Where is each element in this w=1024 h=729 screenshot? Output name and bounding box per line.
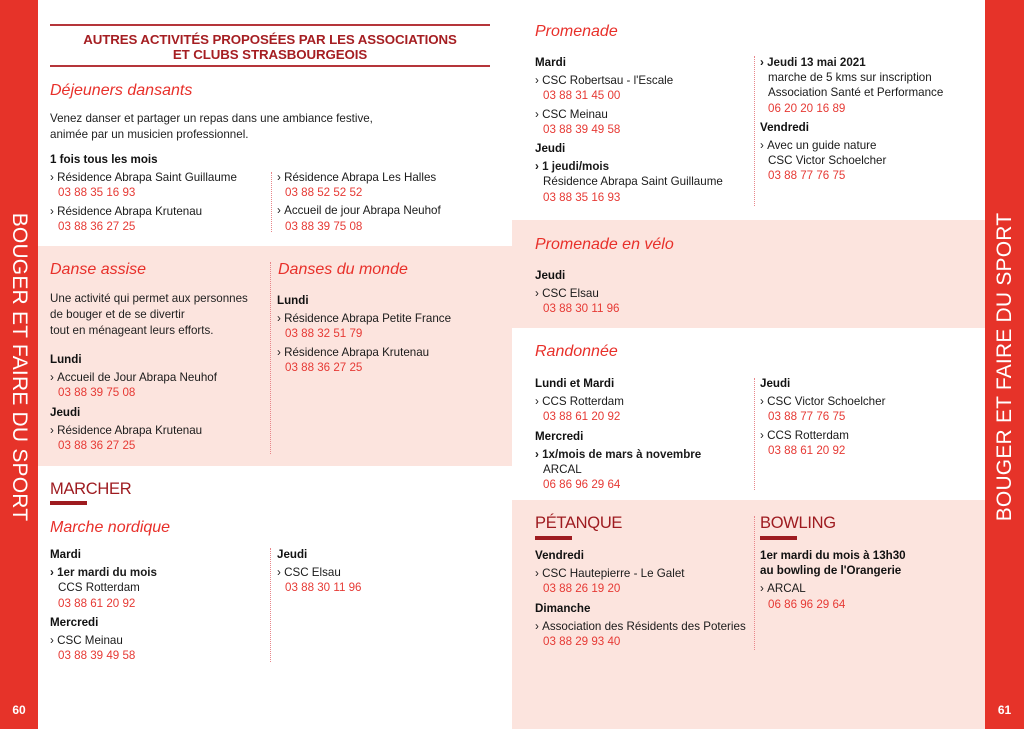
phone-number[interactable]: 06 86 96 29 64 (768, 597, 846, 611)
column-divider (754, 56, 755, 206)
list-item (50, 565, 270, 611)
bowling-schedule (760, 548, 980, 612)
venue-name: › Résidence Abrapa Petite France (277, 311, 497, 326)
banner-line-1: AUTRES ACTIVITÉS PROPOSÉES PAR LES ASSOCIATIONS (83, 32, 457, 47)
venue-name: › CCS Rotterdam (535, 394, 755, 409)
phone-number[interactable]: 03 88 26 19 20 (543, 582, 621, 596)
phone-number[interactable]: 03 88 35 16 93 (543, 190, 621, 204)
section-title-dejeuners: Déjeuners dansants (50, 82, 193, 99)
venue-name: › 1x/mois de mars à novembre (535, 447, 755, 462)
randonnee-col-1 (535, 376, 755, 492)
venue-name: › 1 jeudi/mois (535, 159, 755, 174)
venue-detail: ARCAL (543, 463, 582, 477)
category-underline (50, 501, 87, 505)
dejeuners-description (50, 111, 373, 143)
danse-assise-description (50, 291, 248, 338)
venue-name: › Résidence Abrapa Saint Guillaume (50, 170, 270, 185)
banner-title (50, 32, 490, 62)
desc-line: Une activité qui permet aux personnes (50, 292, 248, 305)
side-label: BOUGER ET FAIRE DU SPORT (992, 212, 1016, 522)
list-item (277, 345, 497, 375)
day-label: Vendredi (760, 120, 809, 134)
day-label: Mercredi (535, 429, 584, 443)
venue-name: › Jeudi 13 mai 2021 (760, 55, 980, 70)
day-label: Jeudi (50, 405, 81, 419)
desc-line: Venez danser et partager un repas dans une ambiance festive, (50, 112, 373, 125)
venue-name: › CSC Robertsau - l'Escale (535, 73, 755, 88)
section-title-promenade: Promenade (535, 23, 618, 40)
randonnee-col-2 (760, 376, 980, 458)
venue-detail: marche de 5 kms sur inscription (768, 71, 932, 85)
dejeuners-col-1 (50, 152, 270, 234)
list-item (535, 394, 755, 424)
venue-name: › ARCAL (760, 581, 980, 596)
venue-name: › Accueil de Jour Abrapa Neuhof (50, 370, 270, 385)
category-title-marcher: MARCHER (50, 480, 132, 498)
venue-name: › CSC Victor Schoelcher (760, 394, 980, 409)
phone-number[interactable]: 03 88 39 75 08 (285, 219, 363, 233)
promenade-col-2 (760, 55, 980, 184)
desc-line: de bouger et de se divertir (50, 307, 185, 321)
list-item (277, 565, 497, 595)
phone-number[interactable]: 03 88 36 27 25 (58, 219, 136, 233)
dejeuners-col-2 (277, 170, 497, 234)
list-item (760, 55, 980, 116)
list-item (535, 107, 755, 137)
venue-detail: CSC Victor Schoelcher (768, 154, 887, 168)
phone-number[interactable]: 03 88 35 16 93 (58, 186, 136, 200)
column-divider (271, 172, 272, 232)
column-divider (270, 262, 271, 454)
venue-name: › Avec un guide nature (760, 138, 980, 153)
page-number-right: 61 (997, 703, 1012, 717)
list-item (535, 447, 755, 493)
category-title-bowling: BOWLING (760, 514, 836, 532)
banner-line-2: ET CLUBS STRASBOURGEOIS (172, 47, 368, 62)
venue-name: › CSC Meinau (535, 107, 755, 122)
phone-number[interactable]: 03 88 61 20 92 (58, 596, 136, 610)
venue-name: › 1er mardi du mois (50, 565, 270, 580)
day-label: 1er mardi du mois à 13h30 (760, 549, 906, 562)
day-label: Mardi (535, 56, 566, 69)
column-divider (754, 516, 755, 650)
banner-rule-top (50, 24, 490, 26)
list-item (277, 203, 497, 233)
day-label: Lundi (277, 294, 309, 307)
day-label: Jeudi (277, 548, 308, 561)
section-title-randonnee: Randonnée (535, 343, 618, 360)
phone-number[interactable]: 03 88 77 76 75 (768, 410, 846, 424)
side-label: BOUGER ET FAIRE DU SPORT (8, 212, 31, 522)
danse-assise-schedule (50, 352, 270, 453)
day-label: Jeudi (535, 142, 566, 156)
venue-name: › CSC Hautepierre - Le Galet (535, 566, 755, 581)
list-item (277, 170, 497, 200)
day-label: Mardi (50, 548, 81, 561)
phone-number[interactable]: 03 88 29 93 40 (543, 635, 621, 649)
phone-number[interactable]: 03 88 39 75 08 (58, 386, 136, 400)
venue-name: › Résidence Abrapa Krutenau (50, 204, 270, 219)
phone-number[interactable]: 03 88 31 45 00 (543, 89, 621, 103)
list-item (277, 311, 497, 341)
day-label: Jeudi (535, 269, 566, 282)
list-item (50, 370, 270, 400)
venue-name: › Accueil de jour Abrapa Neuhof (277, 203, 497, 218)
marche-col-1 (50, 547, 270, 663)
day-label: Mercredi (50, 615, 99, 629)
phone-number[interactable]: 03 88 36 27 25 (58, 439, 136, 453)
section-title-danse-assise: Danse assise (50, 261, 147, 278)
phone-number[interactable]: 03 88 32 51 79 (285, 327, 363, 341)
day-label: Jeudi (760, 377, 791, 390)
category-title-petanque: PÉTANQUE (535, 514, 623, 532)
column-divider (754, 378, 755, 490)
velo-schedule (535, 268, 755, 317)
list-item (50, 633, 270, 663)
list-item (760, 138, 980, 184)
page-number-left: 60 (12, 703, 26, 717)
list-item (50, 423, 270, 453)
phone-number[interactable]: 03 88 52 52 52 (285, 186, 363, 200)
day-label: Dimanche (535, 601, 591, 615)
venue-name: › Résidence Abrapa Krutenau (277, 345, 497, 360)
phone-number[interactable]: 03 88 39 49 58 (543, 122, 621, 136)
list-item (760, 581, 980, 611)
phone-number[interactable]: 03 88 30 11 96 (285, 581, 362, 595)
desc-line: animée par un musicien professionnel. (50, 127, 249, 141)
petanque-schedule (535, 548, 755, 649)
phone-number[interactable]: 03 88 61 20 92 (543, 410, 621, 424)
desc-line: tout en ménageant leurs efforts. (50, 323, 214, 337)
danses-monde-schedule (277, 293, 497, 375)
list-item (50, 204, 270, 234)
venue-detail: CCS Rotterdam (58, 581, 140, 595)
venue-name: › Résidence Abrapa Krutenau (50, 423, 270, 438)
list-item (535, 619, 755, 649)
venue-name: › CSC Elsau (535, 286, 755, 301)
category-underline (535, 536, 572, 540)
phone-number[interactable]: 03 88 39 49 58 (58, 649, 136, 663)
list-item (535, 566, 755, 596)
phone-number[interactable]: 03 88 36 27 25 (285, 360, 363, 374)
day-label: Lundi et Mardi (535, 377, 615, 390)
list-item (535, 73, 755, 103)
right-side-bar (985, 0, 1024, 729)
banner-rule-bottom (50, 65, 490, 67)
list-item (535, 159, 755, 205)
venue-name: › CCS Rotterdam (760, 428, 980, 443)
section-title-marche-nordique: Marche nordique (50, 519, 171, 536)
category-underline (760, 536, 797, 540)
phone-number[interactable]: 06 20 20 16 89 (768, 101, 846, 115)
venue-name: › Association des Résidents des Poteries (535, 619, 755, 634)
day-label: 1 fois tous les mois (50, 153, 158, 166)
venue-name: › Résidence Abrapa Les Halles (277, 170, 497, 185)
section-title-danses-monde: Danses du monde (278, 261, 408, 278)
phone-number[interactable]: 03 88 61 20 92 (768, 443, 846, 457)
venue-name: › CSC Elsau (277, 565, 497, 580)
venue-detail: Résidence Abrapa Saint Guillaume (543, 175, 723, 189)
day-label: Lundi (50, 353, 82, 366)
list-item (535, 286, 755, 316)
phone-number[interactable]: 03 88 30 11 96 (543, 302, 620, 316)
day-label: Vendredi (535, 549, 584, 562)
phone-number[interactable]: 06 86 96 29 64 (543, 478, 621, 492)
list-item (760, 394, 980, 424)
left-side-bar (0, 0, 38, 729)
column-divider (270, 548, 271, 662)
list-item (760, 428, 980, 458)
marche-col-2 (277, 547, 497, 596)
section-title-velo: Promenade en vélo (535, 236, 674, 253)
venue-name: › CSC Meinau (50, 633, 270, 648)
day-label: au bowling de l'Orangerie (760, 564, 902, 578)
venue-detail: Association Santé et Performance (768, 86, 944, 100)
promenade-col-1 (535, 55, 755, 205)
phone-number[interactable]: 03 88 77 76 75 (768, 169, 846, 183)
list-item (50, 170, 270, 200)
